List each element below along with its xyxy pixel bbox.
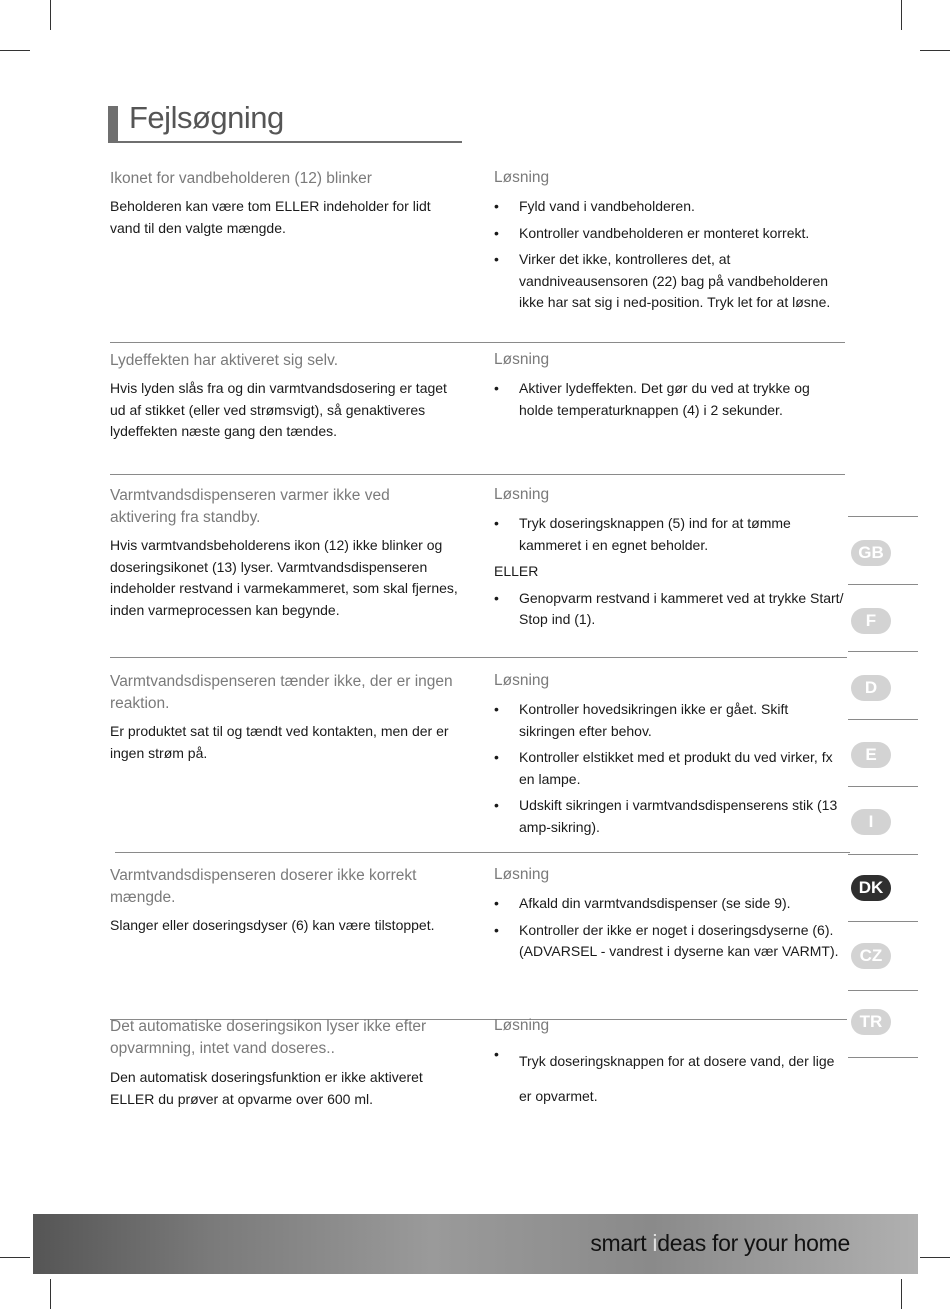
- section-4-question: Varmtvandsdispenseren tænder ikke, der er ingen reaktion.: [110, 673, 453, 712]
- brand-slogan: smart ideas for your home: [590, 1230, 850, 1256]
- list-item: • Afkald din varmtvandsdispenser (se side 9).: [494, 895, 791, 911]
- crop-mark: [50, 0, 51, 30]
- list-item: • Kontroller der ikke er noget i doseringsdyserne (6). (ADVARSEL - vandrest i dyserne kan vær VARMT).: [494, 921, 839, 959]
- section-2-solution-list: [494, 378, 844, 426]
- section-5-description: Slanger eller doseringsdyser (6) kan være tilstoppet.: [110, 917, 435, 933]
- section-1-description: Beholderen kan være tom ELLER indeholder for lidt vand til den valgte mængde.: [110, 198, 431, 236]
- footer-band: [33, 1214, 918, 1274]
- section-1-solution-heading: Løsning: [494, 169, 550, 186]
- tab-divider: [848, 921, 918, 922]
- section-divider: [110, 657, 847, 658]
- section-4-solution-list: [494, 699, 844, 843]
- tab-divider: [848, 719, 918, 720]
- crop-mark: [0, 1257, 30, 1258]
- language-tab-d[interactable]: D: [851, 675, 891, 701]
- list-item: • Tryk doseringsknappen for at dosere vand, der lige er opvarmet.: [494, 1046, 835, 1104]
- crop-mark: [920, 1257, 950, 1258]
- section-2-solution-heading: Løsning: [494, 351, 550, 368]
- language-tab-i[interactable]: I: [851, 809, 891, 835]
- language-tab-dk[interactable]: DK: [851, 875, 891, 901]
- section-6-solution-list: [494, 1044, 844, 1119]
- section-5-solution-heading: Løsning: [494, 866, 550, 883]
- tab-divider: [848, 990, 918, 991]
- tab-divider: [848, 516, 918, 517]
- tab-divider: [848, 1057, 918, 1058]
- language-tab-f[interactable]: F: [851, 608, 891, 634]
- list-item: • Kontroller vandbeholderen er monteret korrekt.: [494, 224, 810, 241]
- language-tab-cz[interactable]: CZ: [851, 943, 891, 969]
- section-divider: [115, 852, 850, 853]
- section-6-description: Den automatisk doseringsfunktion er ikke aktiveret ELLER du prøver at opvarme over 600 ml.: [110, 1069, 423, 1107]
- section-3-solution-list: [494, 513, 844, 636]
- section-divider: [110, 342, 845, 343]
- title-underline: [108, 141, 462, 143]
- list-item: • Virker det ikke, kontrolleres det, at vandniveausensoren (22) bag på vandbeholderen ikke har sat sig i ned-position. Tryk let for at løsne.: [494, 251, 831, 310]
- page-title: Fejlsøgning: [129, 100, 284, 135]
- language-tab-gb[interactable]: GB: [851, 540, 891, 566]
- tab-divider: [848, 786, 918, 787]
- section-divider: [110, 474, 845, 475]
- list-item: • Kontroller elstikket med et produkt du ved virker, fx en lampe.: [494, 749, 833, 787]
- section-4-solution-heading: Løsning: [494, 672, 550, 689]
- section-3-solution-heading: Løsning: [494, 486, 550, 503]
- list-item: • Aktiver lydeffekten. Det gør du ved at trykke og holde temperaturknappen (4) i 2 sekunder.: [494, 380, 810, 418]
- section-2-question: Lydeffekten har aktiveret sig selv.: [110, 352, 339, 369]
- crop-mark: [50, 1279, 51, 1309]
- crop-mark: [920, 50, 950, 51]
- section-5-solution-list: [494, 893, 844, 968]
- section-6-question: Det automatiske doseringsikon lyser ikke efter opvarmning, intet vand doseres..: [110, 1018, 427, 1057]
- list-item: • Genopvarm restvand i kammeret ved at trykke Start/ Stop ind (1).: [494, 589, 844, 627]
- crop-mark: [901, 1279, 902, 1309]
- tab-divider: [848, 584, 918, 585]
- list-item: • Fyld vand i vandbeholderen.: [494, 198, 695, 214]
- list-item: • Kontroller hovedsikringen ikke er gået. Skift sikringen efter behov.: [494, 701, 789, 739]
- section-3-description: Hvis varmtvandsbeholderens ikon (12) ikke blinker og doseringsikonet (13) lyser. Varmtvandsdispenseren indeholder restvand i varmekammeret, som skal fjernes, inden varmeprocessen kan begynde.: [110, 537, 458, 618]
- list-item: • Udskift sikringen i varmtvandsdispenserens stik (13 amp-sikring).: [494, 797, 838, 835]
- tab-divider: [848, 854, 918, 855]
- section-1-question: Ikonet for vandbeholderen (12) blinker: [110, 170, 372, 187]
- language-tab-tr[interactable]: TR: [851, 1009, 891, 1035]
- language-tab-e[interactable]: E: [851, 742, 891, 768]
- section-6-solution-heading: Løsning: [494, 1017, 550, 1034]
- section-2-description: Hvis lyden slås fra og din varmtvandsdosering er taget ud af stikket (eller ved strømsvigt), så genaktiveres lydeffekten næste gang den tændes.: [110, 380, 447, 439]
- or-label: ELLER: [494, 563, 539, 579]
- crop-mark: [901, 0, 902, 30]
- section-3-question: Varmtvandsdispenseren varmer ikke ved aktivering fra standby.: [110, 487, 390, 526]
- title-accent-bar: [108, 106, 118, 142]
- section-1-solution-list: [494, 196, 844, 319]
- list-item: • Tryk doseringsknappen (5) ind for at tømme kammeret i en egnet beholder.: [494, 515, 791, 553]
- crop-mark: [0, 50, 30, 51]
- section-4-description: Er produktet sat til og tændt ved kontakten, men der er ingen strøm på.: [110, 723, 449, 761]
- tab-divider: [848, 651, 918, 652]
- section-5-question: Varmtvandsdispenseren doserer ikke korrekt mængde.: [110, 867, 417, 906]
